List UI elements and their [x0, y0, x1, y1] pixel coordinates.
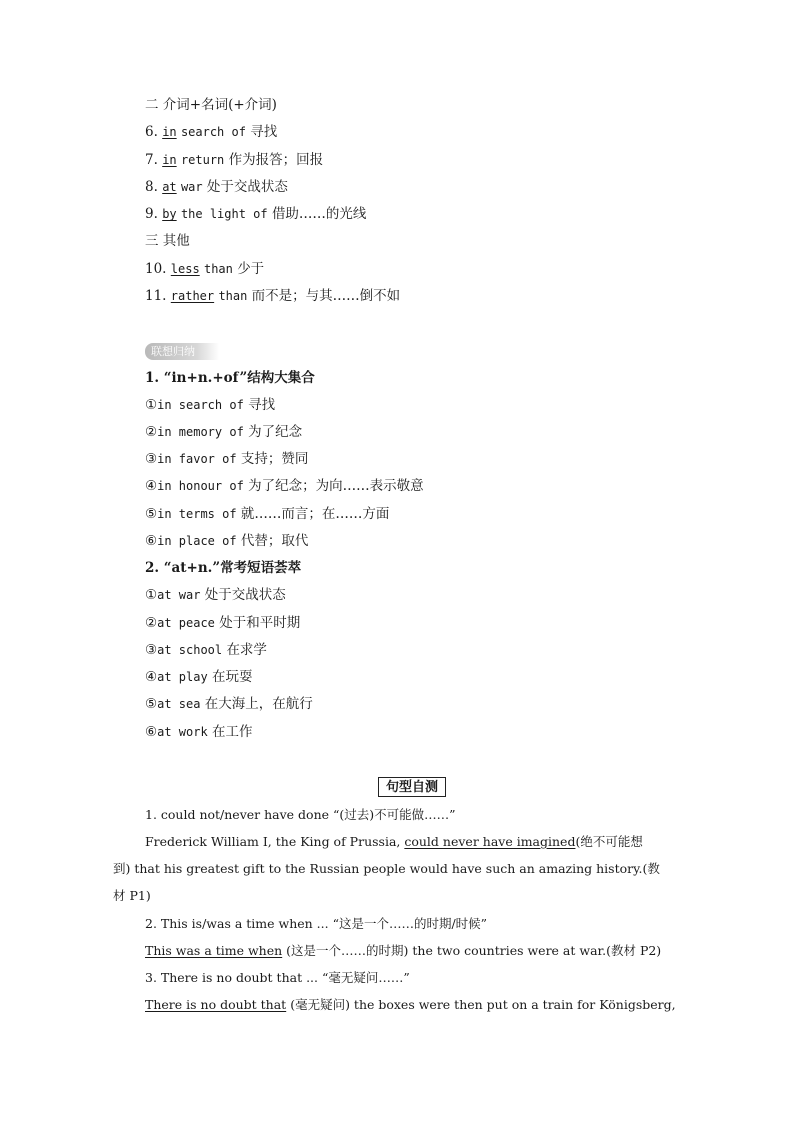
sentence-text: (绝不可能想 [575, 834, 643, 849]
list-item [145, 695, 313, 713]
item-mark: ② [145, 424, 158, 440]
item-mark: ① [145, 587, 158, 603]
example-sentence-1 [145, 833, 643, 851]
item-number: 9. [145, 206, 158, 222]
meaning: 而不是；与其……倒不如 [251, 288, 401, 304]
meaning: 在大海上，在航行 [204, 696, 313, 712]
sentence-text: (毫无疑问) the boxes were then put on a train for Königsberg, [290, 997, 676, 1012]
phrase: in terms of [157, 507, 237, 521]
phrase: at war [157, 588, 201, 602]
example-sentence-2 [145, 942, 661, 960]
meaning: 在工作 [211, 724, 253, 740]
sentence-text: Frederick William Ⅰ, the King of Prussia, [145, 834, 401, 849]
meaning: 在求学 [226, 642, 267, 658]
sentence-pattern-2: 2. This is/was a time when ... “这是一个……的时期/时候” [145, 916, 488, 931]
phrase-rest: than [203, 262, 233, 276]
sentence-test-title: 句型自测 [378, 777, 446, 797]
answer-blank: could never have imagined [404, 834, 576, 849]
list-item [145, 723, 252, 741]
group2-title: 2. “at+n.”常考短语荟萃 [145, 560, 302, 576]
list-item [145, 641, 267, 659]
answer-blank: at [162, 180, 177, 194]
item-mark: ⑥ [145, 724, 158, 740]
item-number: 6. [145, 124, 158, 140]
item-mark: ② [145, 615, 158, 631]
list-item [145, 287, 400, 305]
meaning: 代替；取代 [240, 533, 309, 549]
phrase: in favor of [157, 452, 237, 466]
list-item [145, 668, 252, 686]
meaning: 为了纪念；为向……表示敬意 [248, 478, 424, 494]
list-item [145, 151, 323, 169]
meaning: 处于交战状态 [204, 587, 286, 603]
phrase-rest: search of [180, 125, 246, 139]
list-item [145, 396, 275, 414]
list-item [145, 205, 366, 223]
item-mark: ⑤ [145, 506, 158, 522]
answer-blank: in [162, 153, 177, 167]
meaning: 作为报答；回报 [228, 152, 324, 168]
phrase-rest: than [218, 289, 248, 303]
example-sentence-3 [145, 996, 676, 1014]
answer-blank: There is no doubt that [145, 997, 287, 1012]
phrase: in search of [157, 398, 244, 412]
item-number: 10. [145, 261, 167, 277]
phrase-rest: return [180, 153, 225, 167]
list-item [145, 260, 264, 278]
phrase: at work [157, 725, 208, 739]
phrase: at sea [157, 697, 201, 711]
list-item [145, 532, 308, 550]
item-number: 11. [145, 288, 167, 304]
phrase: in memory of [157, 425, 244, 439]
section-heading-prep: 二 介词+名词(+介词) [145, 97, 277, 113]
answer-blank: rather [170, 289, 215, 303]
group1-title: 1. “in+n.+of”结构大集合 [145, 370, 315, 386]
list-item [145, 450, 308, 468]
meaning: 就……而言；在……方面 [240, 506, 390, 522]
item-mark: ④ [145, 669, 158, 685]
list-item [145, 123, 277, 141]
answer-blank: This was a time when [145, 943, 283, 958]
phrase: at school [157, 643, 223, 657]
meaning: 为了纪念 [248, 424, 303, 440]
list-item [145, 505, 389, 523]
phrase: in honour of [157, 479, 244, 493]
item-mark: ④ [145, 478, 158, 494]
meaning: 借助……的光线 [271, 206, 367, 222]
item-mark: ③ [145, 451, 158, 467]
item-number: 7. [145, 152, 158, 168]
meaning: 寻找 [250, 124, 278, 140]
meaning: 支持；赞同 [240, 451, 309, 467]
sentence-pattern-1: 1. could not/never have done “(过去)不可能做……” [145, 807, 456, 822]
item-mark: ⑤ [145, 696, 158, 712]
phrase-rest: war [180, 180, 203, 194]
example-sentence-1-cont: 到) that his greatest gift to the Russian people would have such an amazing history.(教 [113, 861, 660, 876]
meaning: 在玩耍 [211, 669, 253, 685]
item-number: 8. [145, 179, 158, 195]
list-item [145, 423, 302, 441]
list-item [145, 178, 288, 196]
meaning: 处于和平时期 [219, 615, 301, 631]
sentence-text: (这是一个……的时期) the two countries were at war.(教材 P2) [286, 943, 662, 958]
list-item [145, 614, 300, 632]
list-item [145, 477, 424, 495]
item-mark: ① [145, 397, 158, 413]
item-mark: ⑥ [145, 533, 158, 549]
sentence-pattern-3: 3. There is no doubt that ... “毫无疑问……” [145, 970, 410, 985]
phrase: at peace [157, 616, 215, 630]
meaning: 处于交战状态 [206, 179, 288, 195]
item-mark: ③ [145, 642, 158, 658]
phrase-rest: the light of [180, 207, 268, 221]
answer-blank: in [162, 125, 177, 139]
answer-blank: by [162, 207, 177, 221]
meaning: 少于 [237, 261, 265, 277]
meaning: 寻找 [248, 397, 276, 413]
phrase: at play [157, 670, 208, 684]
section-heading-other: 三 其他 [145, 233, 190, 249]
association-tag: 联想归纳 [145, 343, 219, 360]
example-sentence-1-end: 材 P1) [113, 888, 151, 903]
phrase: in place of [157, 534, 237, 548]
list-item [145, 586, 286, 604]
answer-blank: less [170, 262, 200, 276]
